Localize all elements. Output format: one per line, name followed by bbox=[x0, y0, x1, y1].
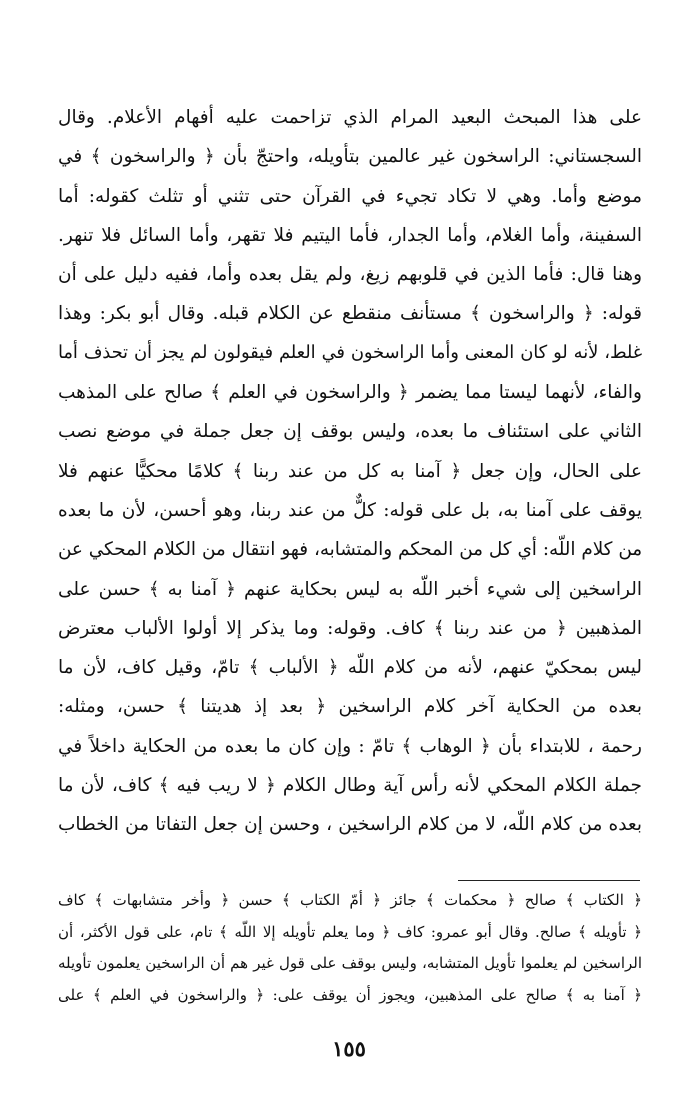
text-line: على الحال، وإن جعل ﴿ آمنا به كل من عند ربنا ﴾ كلامًا محكيًّا عنهم فلا bbox=[58, 460, 642, 482]
text-line: يوقف على آمنا به، بل على قوله: كلٌّ من عند ربنا، وهو أحسن، لأن ما بعده bbox=[58, 499, 642, 521]
text-line: جملة الكلام المحكي لأنه رأس آية وطال الكلام ﴿ لا ريب فيه ﴾ كاف، لأن ما bbox=[58, 775, 642, 797]
text-line: المذهبين ﴿ من عند ربنا ﴾ كاف. وقوله: وما يذكر إلا أولوا الألباب معترض bbox=[58, 617, 642, 639]
main-text-block bbox=[58, 98, 642, 845]
footnote-line: الراسخين لم يعلموا تأويل المتشابه، وليس بوقف على قول غير هم أن الراسخين يعلمون تأويله bbox=[58, 954, 642, 972]
text-line: السفينة، وأما الغلام، وأما الجدار، فأما اليتيم فلا تقهر، وأما السائل فلا تنهر. bbox=[58, 224, 642, 246]
text-line: بعده من كلام اللّه، لا من كلام الراسخين ، وحسن إن جعل التفاتا من الخطاب bbox=[58, 814, 642, 836]
text-line: رحمة ، للابتداء بأن ﴿ الوهاب ﴾ تامّ : وإن كان ما بعده من الحكاية داخلاً في bbox=[58, 735, 642, 757]
page-number: ١٥٥ bbox=[332, 1036, 366, 1061]
text-line: موضع وأما. وهي لا تكاد تجيء في القرآن حتى تثني أو تثلث كقوله: أما bbox=[58, 185, 642, 207]
text-line: الثاني على استئناف ما بعده، وليس بوقف إن جعل جملة في موضع نصب bbox=[58, 421, 642, 443]
text-line: السجستاني: الراسخون غير عالمين بتأويله، واحتجّ بأن ﴿ والراسخون ﴾ في bbox=[58, 146, 642, 168]
text-line: بعده من الحكاية آخر كلام الراسخين ﴿ بعد إذ هديتنا ﴾ حسن، ومثله: bbox=[58, 696, 642, 718]
text-line: الراسخين إلى شيء أخبر اللّه به ليس بحكاية عنهم ﴿ آمنا به ﴾ حسن على bbox=[58, 578, 642, 600]
footnotes-block bbox=[58, 885, 642, 1011]
footnote-line: ﴿ الكتاب ﴾ صالح ﴿ محكمات ﴾ جائز ﴿ أمّ الكتاب ﴾ حسن ﴿ وأخر متشابهات ﴾ كاف bbox=[58, 891, 642, 909]
text-line: وهنا قال: فأما الذين في قلوبهم زيغ، ولم يقل بعده وأما، ففيه دليل على أن bbox=[58, 264, 642, 286]
footnote-line: ﴿ تأويله ﴾ صالح. وقال أبو عمرو: كاف ﴿ وما يعلم تأويله إلا اللّه ﴾ تام، على قول الأكثر، أن bbox=[58, 922, 642, 941]
footnote-separator bbox=[458, 880, 640, 881]
text-line: من كلام اللّه: أي كل من المحكم والمتشابه، فهو انتقال من الكلام المحكي عن bbox=[58, 539, 642, 561]
text-line: غلط، لأنه لو كان المعنى وأما الراسخون في العلم فيقولون لم يجز أن تحذف أما bbox=[58, 342, 642, 363]
text-line: على هذا المبحث البعيد المرام الذي تزاحمت عليه أفهام الأعلام. وقال bbox=[58, 107, 642, 128]
text-line: والفاء، لأنهما ليستا مما يضمر ﴿ والراسخون في العلم ﴾ صالح على المذهب bbox=[58, 382, 642, 404]
text-line: ليس بمحكيّ عنهم، لأنه من كلام اللّه ﴿ الألباب ﴾ تامّ، وقيل كاف، لأن ما bbox=[58, 657, 642, 679]
text-line: قوله: ﴿ والراسخون ﴾ مستأنف منقطع عن الكلام قبله. وقال أبو بكر: وهذا bbox=[58, 303, 642, 325]
footnote-line: ﴿ آمنا به ﴾ صالح على المذهبين، ويجوز أن يوقف على: ﴿ والراسخون في العلم ﴾ على bbox=[58, 985, 642, 1004]
